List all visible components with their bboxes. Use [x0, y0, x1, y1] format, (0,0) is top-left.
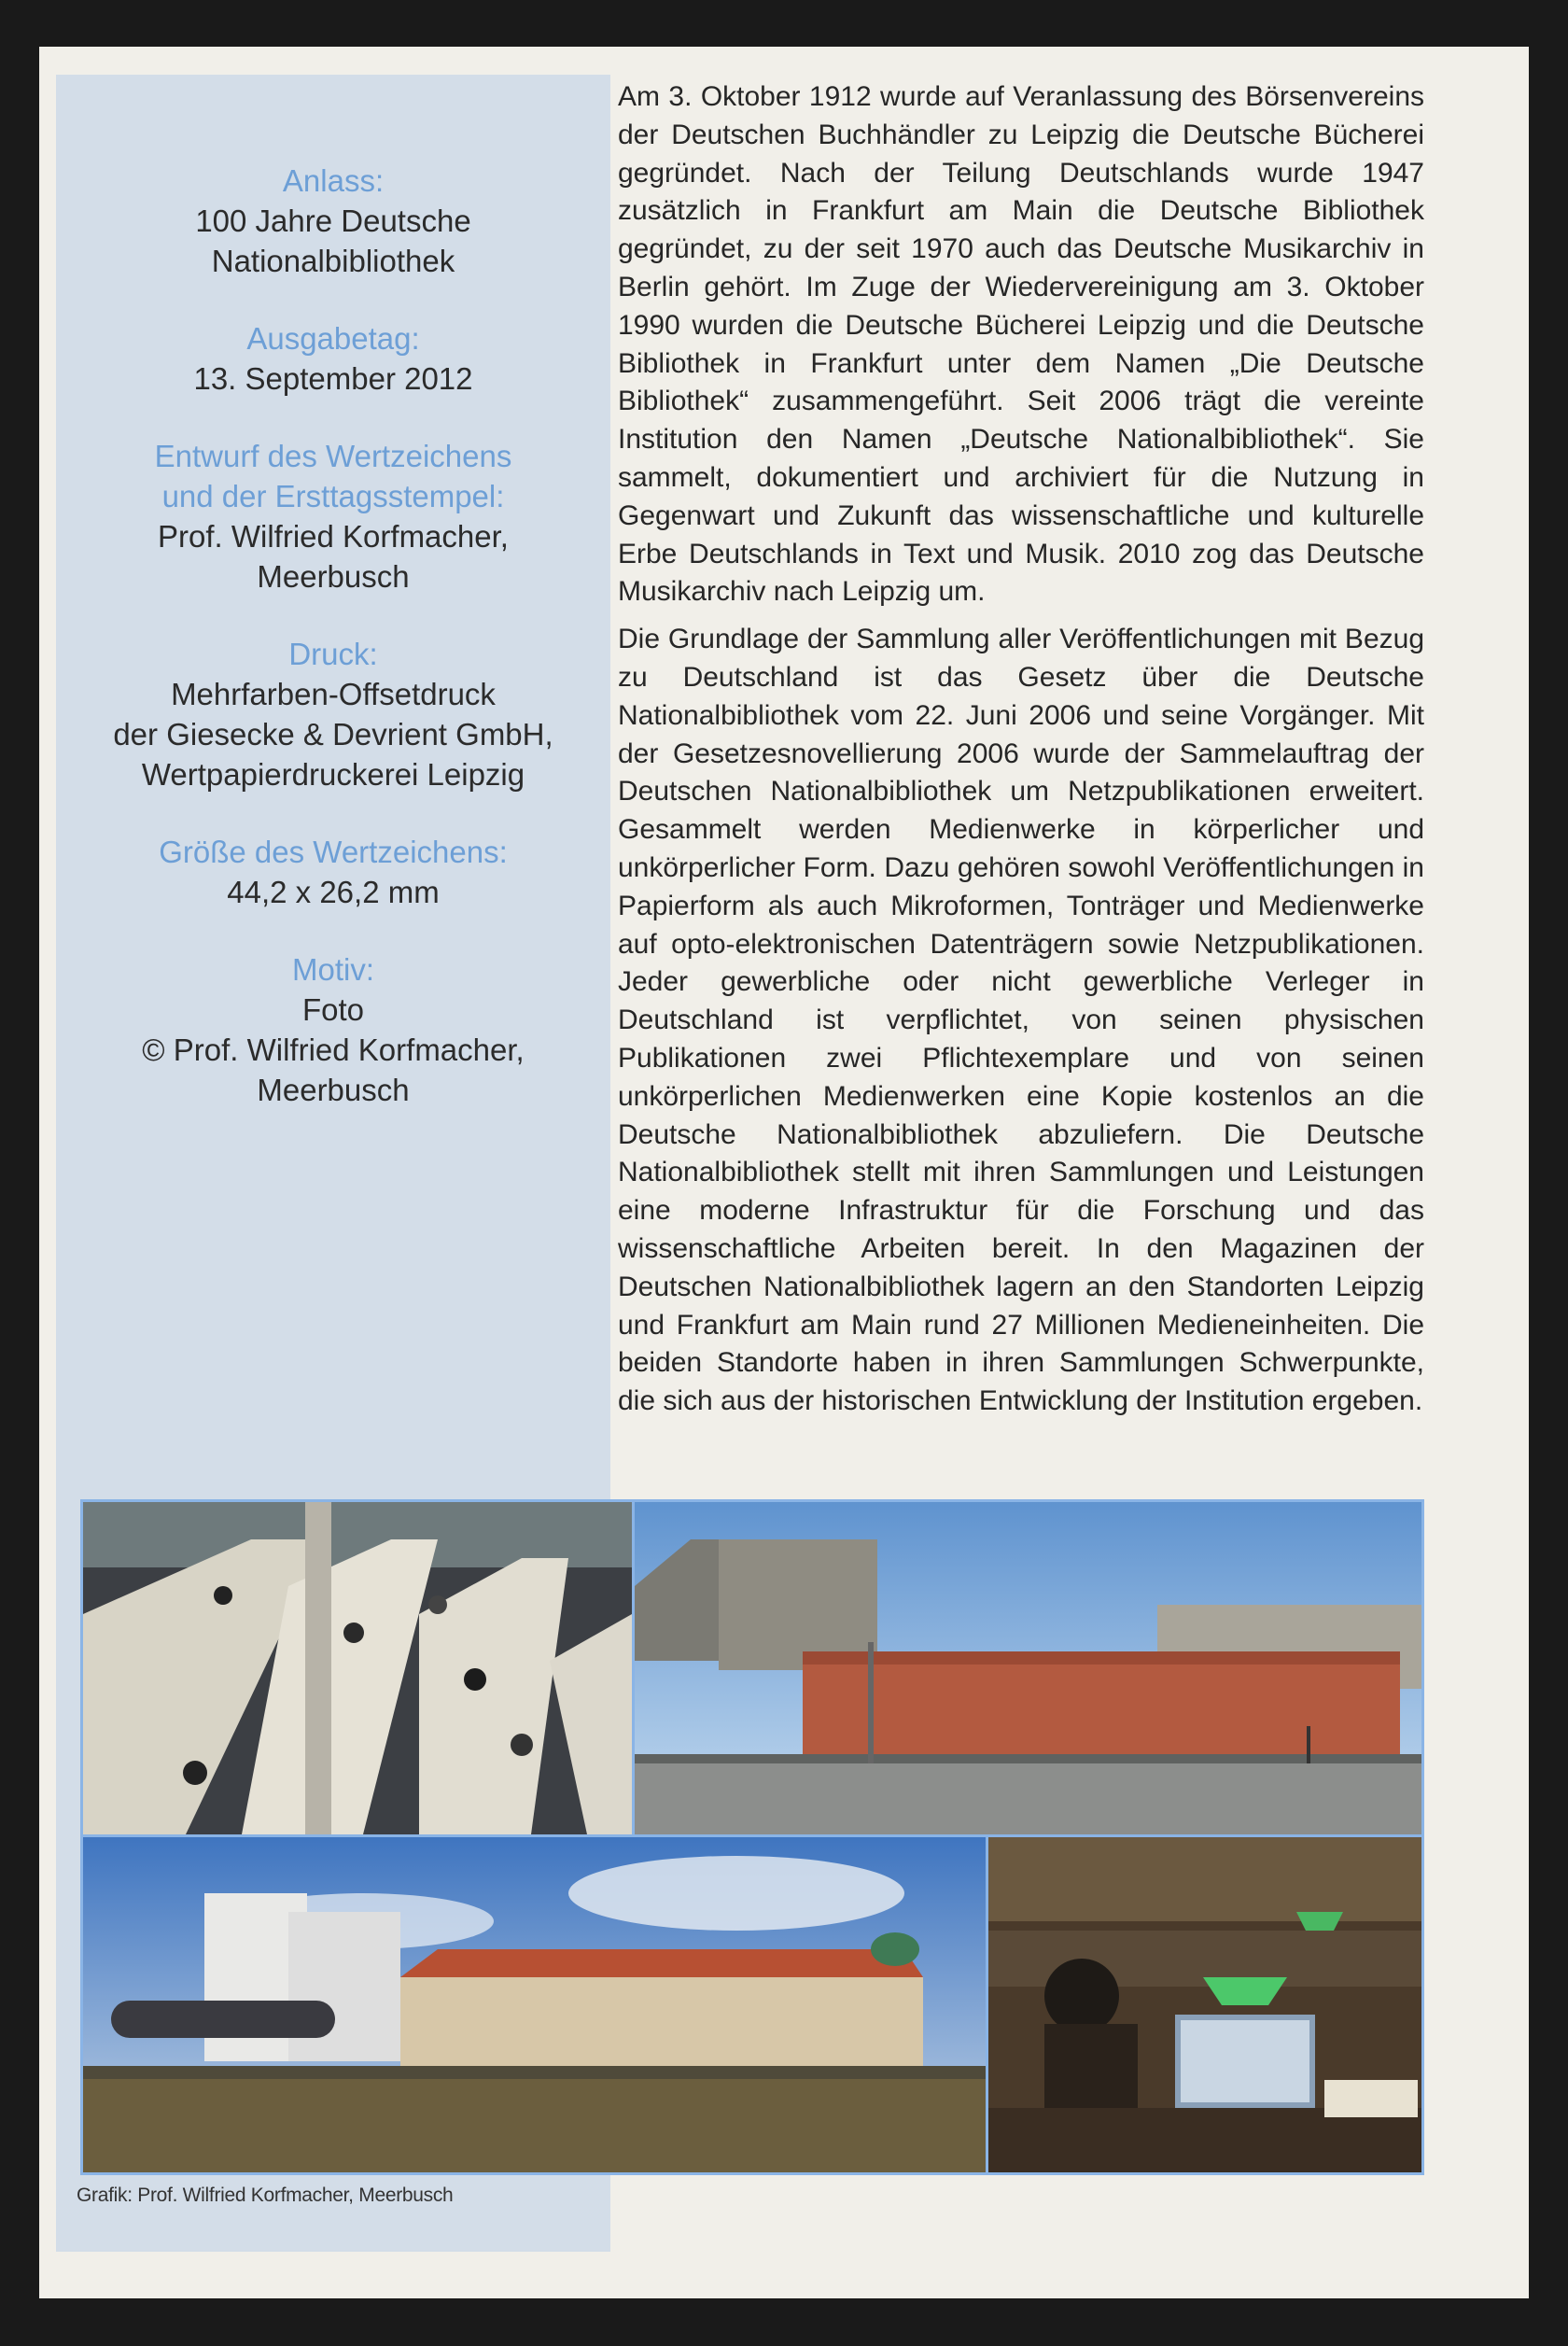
- info-motif: [56, 949, 610, 1110]
- stamp-info: [56, 161, 610, 1147]
- info-value: © Prof. Wilfried Korfmacher,: [142, 1033, 525, 1067]
- info-value: 13. September 2012: [193, 361, 473, 396]
- info-label: Motiv:: [291, 952, 374, 987]
- info-issue-date: [56, 318, 610, 399]
- info-value: Meerbusch: [257, 559, 410, 594]
- info-occasion: [56, 161, 610, 281]
- info-value: Mehrfarben-Offsetdruck: [171, 677, 496, 711]
- info-value: 44,2 x 26,2 mm: [227, 875, 440, 909]
- info-label: Ausgabetag:: [246, 321, 420, 356]
- photo-leipzig-building: [83, 1837, 986, 2172]
- info-value: Foto: [301, 992, 365, 1027]
- info-value: Wertpapierdruckerei Leipzig: [141, 757, 525, 792]
- article-text: [618, 78, 1424, 1430]
- info-value: 100 Jahre Deutsche: [195, 204, 471, 238]
- info-design: [56, 436, 610, 597]
- info-value: Meerbusch: [257, 1073, 410, 1107]
- paragraph: Die Grundlage der Sammlung aller Veröffentlichungen mit Bezug zu Deutschland ist das Gesetz über die Deutsche Nationalbibliothek vom 22. Juni 2006 und seine Vorgänger. Mit der Gesetzesnovellierung 2006 wurde der Sammelauftrag der Deutschen Nationalbibliothek um Netzpublikationen erweitert. Gesammelt werden Medienwerke in körperlicher und unkörperlicher Form. Dazu gehören sowohl Veröffentlichungen in Papierform als auch Mikroformen, Tonträger und Medienwerke auf opto-elektronischen Datenträgern sowie Netzpublikationen. Jeder gewerbliche oder nicht gewerbliche Verleger in Deutschland ist verpflichtet, von seinen physischen Publikationen zwei Pflichtexemplare und von seinen unkörperlichen Medienwerken eine Kopie kostenlos an die Deutsche Nationalbibliothek abzuliefern. Die Deutsche Nationalbibliothek stellt mit ihren Sammlungen und Leistungen eine moderne Infrastruktur für die Forschung und das wissenschaftliche Arbeiten bereit. In den Magazinen der Deutschen Nationalbibliothek lagern an den Standorten Leipzig und Frankfurt am Main rund 27 Millionen Medieneinheiten. Die beiden Standorte haben in ihren Sammlungen Schwerpunkte, die sich aus der historischen Entwicklung der Institution ergeben.: [618, 624, 1424, 1417]
- paragraph: Am 3. Oktober 1912 wurde auf Veranlassung des Börsenvereins der Deutschen Buchhändler zu Leipzig die Deutsche Bücherei gegründet. Nach der Teilung Deutschlands wurde 1947 zusätzlich in Frankfurt am Main die Deutsche Bibliothek gegründet, zu der seit 1970 auch das Deutsche Musikarchiv in Berlin gehört. Im Zuge der Wiedervereinigung am 3. Oktober 1990 wurden die Deutsche Bücherei Leipzig und die Deutsche Bibliothek in Frankfurt unter dem Namen „Die Deutsche Bibliothek“ zusammengeführt. Seit 2006 trägt die vereinte Institution den Namen „Deutsche Nationalbibliothek“. Sie sammelt, dokumentiert und archiviert für die Nutzung in Gegenwart und Zukunft das wissenschaftliche und kulturelle Erbe Deutschlands in Text und Musik. 2010 zog das Deutsche Musikarchiv nach Leipzig um.: [618, 81, 1424, 608]
- photo-reading-room-lamps: [988, 1837, 1421, 2172]
- info-value: Nationalbibliothek: [211, 244, 455, 278]
- info-value: der Giesecke & Devrient GmbH,: [113, 717, 553, 752]
- info-label: Anlass:: [282, 163, 385, 198]
- info-print: [56, 634, 610, 794]
- info-value: Prof. Wilfried Korfmacher,: [158, 519, 509, 554]
- info-label: Größe des Wertzeichens:: [159, 835, 508, 869]
- info-label: Druck:: [288, 637, 378, 671]
- photo-frankfurt-building: [635, 1502, 1421, 1834]
- info-label: Entwurf des Wertzeichens: [154, 439, 512, 473]
- info-label: und der Ersttagsstempel:: [161, 479, 505, 513]
- info-size: [56, 832, 610, 912]
- photo-credit: Grafik: Prof. Wilfried Korfmacher, Meerbusch: [77, 2184, 454, 2206]
- photo-collage: [80, 1499, 1424, 2175]
- photo-reading-room: [83, 1502, 632, 1834]
